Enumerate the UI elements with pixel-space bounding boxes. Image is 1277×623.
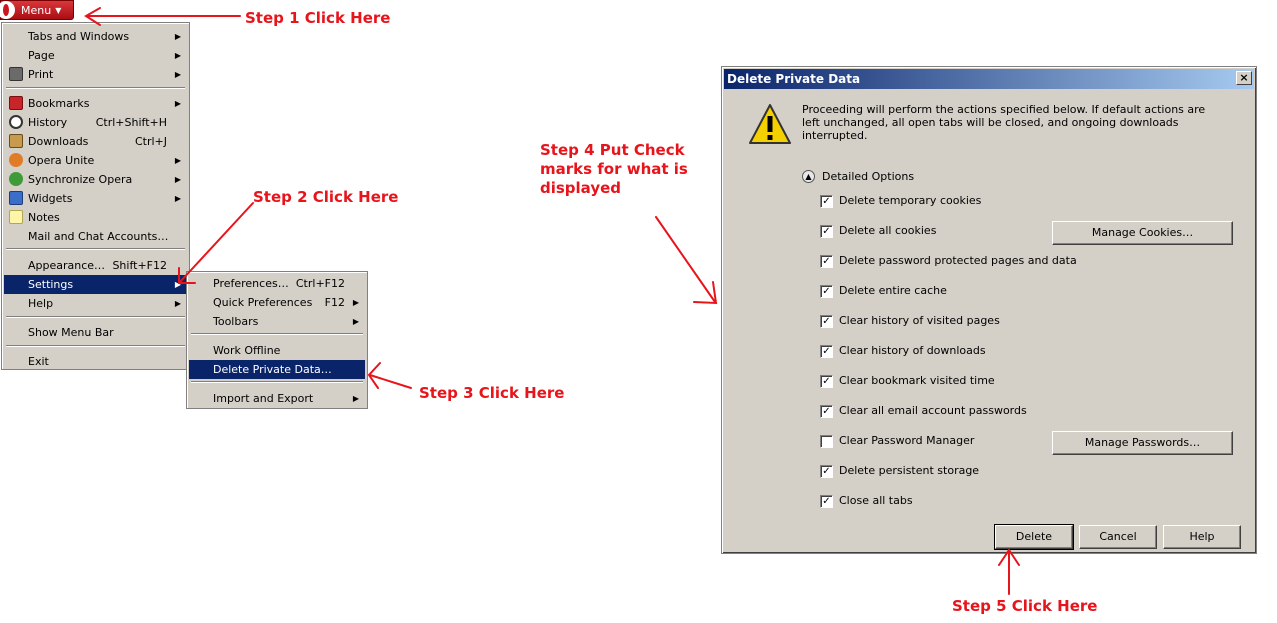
menu-item-label: Appearance… <box>28 259 106 272</box>
dialog-intro-text: Proceeding will perform the actions specified below. If default actions are left unchanged, all open tabs will be closed, and ongoing downloads interrupted. <box>802 103 1206 142</box>
menu-item-label: Show Menu Bar <box>28 326 114 339</box>
menu-item-label: Exit <box>28 355 49 368</box>
menu-item-label: Page <box>28 49 55 62</box>
checkbox-checked[interactable]: ✓ <box>820 285 833 298</box>
submenu-arrow-icon: ▶ <box>174 32 181 41</box>
option-label: Clear bookmark visited time <box>839 374 995 387</box>
checkbox-checked[interactable]: ✓ <box>820 465 833 478</box>
manage-passwords-button[interactable]: Manage Passwords… <box>1052 431 1233 455</box>
option-label: Delete all cookies <box>839 224 937 237</box>
option-label: Clear history of downloads <box>839 344 986 357</box>
menu-item-shortcut: F12 <box>324 296 345 309</box>
submenu-arrow-icon: ▶ <box>174 299 181 308</box>
delete-button[interactable]: Delete <box>995 525 1073 549</box>
cancel-button[interactable]: Cancel <box>1079 525 1157 549</box>
submenu-arrow-icon: ▶ <box>174 194 181 203</box>
option-label: Close all tabs <box>839 494 913 507</box>
option-label: Delete temporary cookies <box>839 194 982 207</box>
checkbox-checked[interactable]: ✓ <box>820 375 833 388</box>
submenu-arrow-icon: ▶ <box>174 99 181 108</box>
option-label: Clear all email account passwords <box>839 404 1027 417</box>
menu-button-label: Menu <box>21 3 52 17</box>
dialog-title: Delete Private Data <box>727 72 861 86</box>
menu-item-label: Bookmarks <box>28 97 90 110</box>
menu-item-shortcut: Ctrl+J <box>134 135 167 148</box>
annotation-step-4: Step 4 Put Check marks for what is displayed <box>540 141 688 197</box>
annotation-step-5: Step 5 Click Here <box>952 597 1098 615</box>
menu-item-label: Print <box>28 68 54 81</box>
help-button[interactable]: Help <box>1163 525 1241 549</box>
menu-item-label: Help <box>28 297 54 310</box>
submenu-arrow-icon: ▶ <box>174 51 181 60</box>
menu-item-shortcut: Shift+F12 <box>112 259 167 272</box>
menu-item-label: Delete Private Data… <box>213 363 332 376</box>
arrow-step-3 <box>369 363 411 388</box>
menu-item-shortcut: Ctrl+Shift+H <box>95 116 167 129</box>
option-label: Delete entire cache <box>839 284 947 297</box>
submenu-arrow-icon: ▶ <box>352 317 359 326</box>
submenu-arrow-icon: ▶ <box>174 70 181 79</box>
close-icon: × <box>1239 71 1249 84</box>
menu-item-label: Widgets <box>28 192 73 205</box>
arrow-step-5 <box>999 550 1019 594</box>
checkbox-checked[interactable]: ✓ <box>820 195 833 208</box>
menu-item-label: Notes <box>28 211 60 224</box>
menu-item-label: Mail and Chat Accounts… <box>28 230 169 243</box>
menu-item-label: Downloads <box>28 135 89 148</box>
menu-item-label: Import and Export <box>213 392 314 405</box>
checkbox-checked[interactable]: ✓ <box>820 405 833 418</box>
arrow-step-1 <box>86 8 240 25</box>
detailed-options-label: Detailed Options <box>822 170 915 183</box>
menu-item-label: Settings <box>28 278 74 291</box>
submenu-arrow-icon: ▶ <box>174 280 181 289</box>
checkbox-checked[interactable]: ✓ <box>820 345 833 358</box>
menu-item-label: Tabs and Windows <box>28 30 130 43</box>
option-label: Clear Password Manager <box>839 434 975 447</box>
chevron-up-icon: ▲ <box>802 170 815 183</box>
annotation-step-2: Step 2 Click Here <box>253 188 399 206</box>
submenu-arrow-icon: ▶ <box>352 298 359 307</box>
menu-item-shortcut: Ctrl+F12 <box>295 277 345 290</box>
arrow-step-4 <box>656 217 716 303</box>
checkbox-checked[interactable]: ✓ <box>820 225 833 238</box>
submenu-arrow-icon: ▶ <box>174 156 181 165</box>
checkbox-checked[interactable]: ✓ <box>820 255 833 268</box>
option-label: Clear history of visited pages <box>839 314 1000 327</box>
checkbox-checked[interactable]: ✓ <box>820 315 833 328</box>
option-label: Delete password protected pages and data <box>839 254 1077 267</box>
menu-item-label: Quick Preferences <box>213 296 313 309</box>
annotation-step-3: Step 3 Click Here <box>419 384 565 402</box>
option-label: Delete persistent storage <box>839 464 980 477</box>
menu-item-label: Synchronize Opera <box>28 173 133 186</box>
submenu-arrow-icon: ▶ <box>174 175 181 184</box>
checkbox-checked[interactable]: ✓ <box>820 495 833 508</box>
annotation-step-1: Step 1 Click Here <box>245 9 391 27</box>
menu-item-label: History <box>28 116 68 129</box>
manage-cookies-button[interactable]: Manage Cookies… <box>1052 221 1233 245</box>
menu-item-label: Preferences… <box>213 277 289 290</box>
submenu-arrow-icon: ▶ <box>352 394 359 403</box>
menu-item-label: Opera Unite <box>28 154 95 167</box>
menu-item-label: Work Offline <box>213 344 281 357</box>
menu-item-label: Toolbars <box>213 315 259 328</box>
arrow-step-2 <box>179 203 253 283</box>
chevron-down-icon: ▼ <box>55 5 62 15</box>
